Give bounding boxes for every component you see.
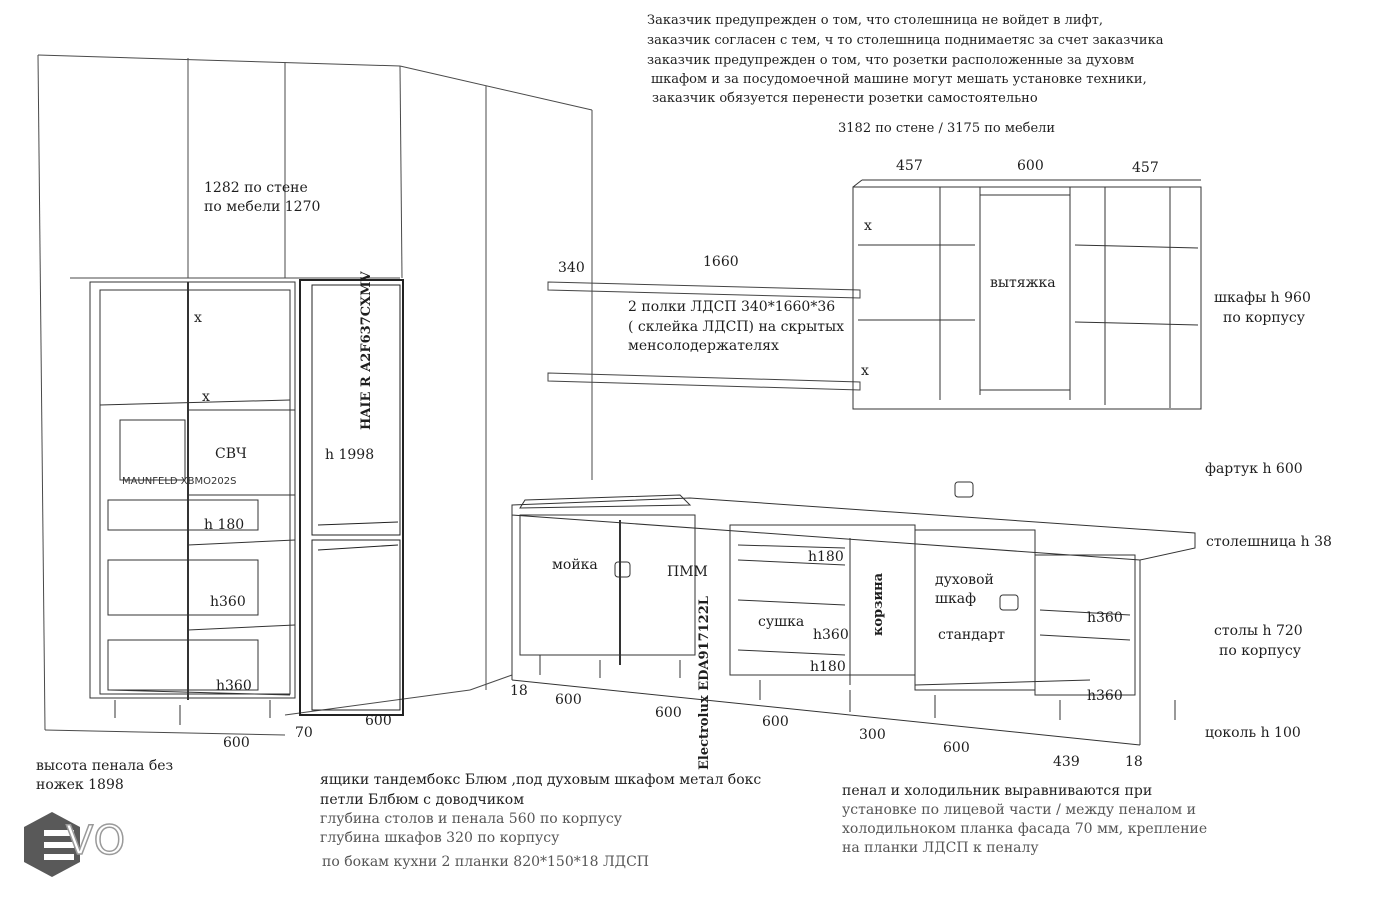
note-line-3: заказчик предупрежден о том, что розетки расположенные за духовм xyxy=(647,53,1135,68)
wall-cab-width-mid: 600 xyxy=(1017,158,1044,174)
dishwasher-model: Electrolux EDA917122L xyxy=(697,596,712,770)
base-h180-1: h180 xyxy=(808,549,844,565)
hood-label: вытяжка xyxy=(990,275,1056,291)
dim-fridge: 600 xyxy=(365,713,392,729)
shelves-note-2: ( склейка ЛДСП) на скрытых xyxy=(628,319,845,335)
tall-height-2: ножек 1898 xyxy=(36,777,124,793)
dim-oven: 600 xyxy=(943,740,970,756)
marker-x-1: x xyxy=(194,310,202,326)
note-line-2: заказчик согласен с тем, ч то столешница поднимаетяс за счет заказчика xyxy=(647,33,1164,48)
note-line-5: заказчик обязуется перенести розетки самостоятельно xyxy=(652,91,1038,106)
shelf-length: 1660 xyxy=(703,254,739,270)
base-h360-1: h360 xyxy=(813,627,849,643)
dim-corner: 439 xyxy=(1053,754,1080,770)
sink-label: мойка xyxy=(552,557,598,573)
oven-label-1: духовой xyxy=(935,572,994,588)
note-line-1: Заказчик предупрежден о том, что столешница не войдет в лифт, xyxy=(647,13,1104,28)
wall-cab-height: шкафы h 960 xyxy=(1214,290,1311,306)
basket-label: корзина xyxy=(871,572,886,636)
side-planks-note: по бокам кухни 2 планки 820*150*18 ЛДСП xyxy=(322,854,649,870)
pantry-h360-1: h360 xyxy=(210,594,246,610)
shelves-note-1: 2 полки ЛДСП 340*1660*36 xyxy=(628,299,836,315)
plinth-label: цоколь h 100 xyxy=(1205,725,1301,741)
fridge xyxy=(300,280,403,715)
marker-x-3: x xyxy=(864,218,872,234)
dim-18-right: 18 xyxy=(1125,754,1143,770)
marker-x-2: x xyxy=(202,389,210,405)
shelf-depth: 340 xyxy=(558,260,585,276)
base-h360-2: h360 xyxy=(1087,610,1123,626)
dim-pantry: 600 xyxy=(223,735,250,751)
dim-plank: 70 xyxy=(295,725,313,741)
wall-length-label: 3182 по стене / 3175 по мебели xyxy=(838,121,1056,136)
oven-label-2: шкаф xyxy=(935,591,977,607)
microwave-label: СВЧ xyxy=(215,446,247,462)
base-h180-2: h180 xyxy=(810,659,846,675)
countertop xyxy=(512,495,1195,560)
logo-text: VO xyxy=(66,818,127,864)
base-height-note: по корпусу xyxy=(1219,643,1301,659)
marker-x-4: x xyxy=(861,363,869,379)
drawers-note-1: ящики тандембокс Блюм ,под духовым шкафом метал бокс xyxy=(320,772,762,788)
alignment-note-1: пенал и холодильник выравниваются при xyxy=(842,783,1153,799)
pantry-h180: h 180 xyxy=(204,517,245,533)
room-walls xyxy=(38,55,592,735)
fridge-height: h 1998 xyxy=(325,447,375,463)
alignment-note-4: на планки ЛДСП к пеналу xyxy=(842,840,1039,856)
depth-note-1: глубина столов и пенала 560 по корпусу xyxy=(320,811,622,827)
dim-sink: 600 xyxy=(555,692,582,708)
alignment-note-2: установке по лицевой части / между пеналом и xyxy=(842,802,1196,818)
microwave-model: MAUNFELD XBMO202S xyxy=(122,476,237,487)
dryer-label: сушка xyxy=(758,614,805,630)
pantry-width-furniture: по мебели 1270 xyxy=(204,199,321,215)
pantry-unit xyxy=(90,282,295,725)
pantry-h360-2: h360 xyxy=(216,678,252,694)
wall-cab-width-right: 457 xyxy=(1132,160,1159,176)
pantry-width-wall: 1282 по стене xyxy=(204,180,308,196)
tall-height-1: высота пенала без xyxy=(36,758,174,774)
dim-18-left: 18 xyxy=(510,683,528,699)
base-height: столы h 720 xyxy=(1214,623,1303,639)
alignment-note-3: холодильноком планка фасада 70 мм, крепление xyxy=(842,821,1208,837)
dishwasher-label: ПММ xyxy=(667,564,708,580)
dim-drawers: 600 xyxy=(762,714,789,730)
base-cabinets xyxy=(512,482,1175,745)
depth-note-2: глубина шкафов 320 по корпусу xyxy=(320,830,560,846)
oven-standard: стандарт xyxy=(938,627,1005,643)
wall-cabinets xyxy=(853,180,1201,409)
wall-cab-height-note: по корпусу xyxy=(1223,310,1305,326)
note-line-4: шкафом и за посудомоечной машине могут мешать установке техники, xyxy=(651,72,1147,87)
backsplash-label: фартук h 600 xyxy=(1205,461,1303,477)
fridge-model: HAIE R A2F637CXMV xyxy=(359,271,374,430)
drawers-note-2: петли Блбюм с доводчиком xyxy=(320,792,525,808)
shelves-note-3: менсолодержателях xyxy=(628,338,779,354)
dim-basket: 300 xyxy=(859,727,886,743)
countertop-label: столешница h 38 xyxy=(1206,534,1332,550)
wall-cab-width-left: 457 xyxy=(896,158,923,174)
dim-dishwasher: 600 xyxy=(655,705,682,721)
base-h360-3: h360 xyxy=(1087,688,1123,704)
